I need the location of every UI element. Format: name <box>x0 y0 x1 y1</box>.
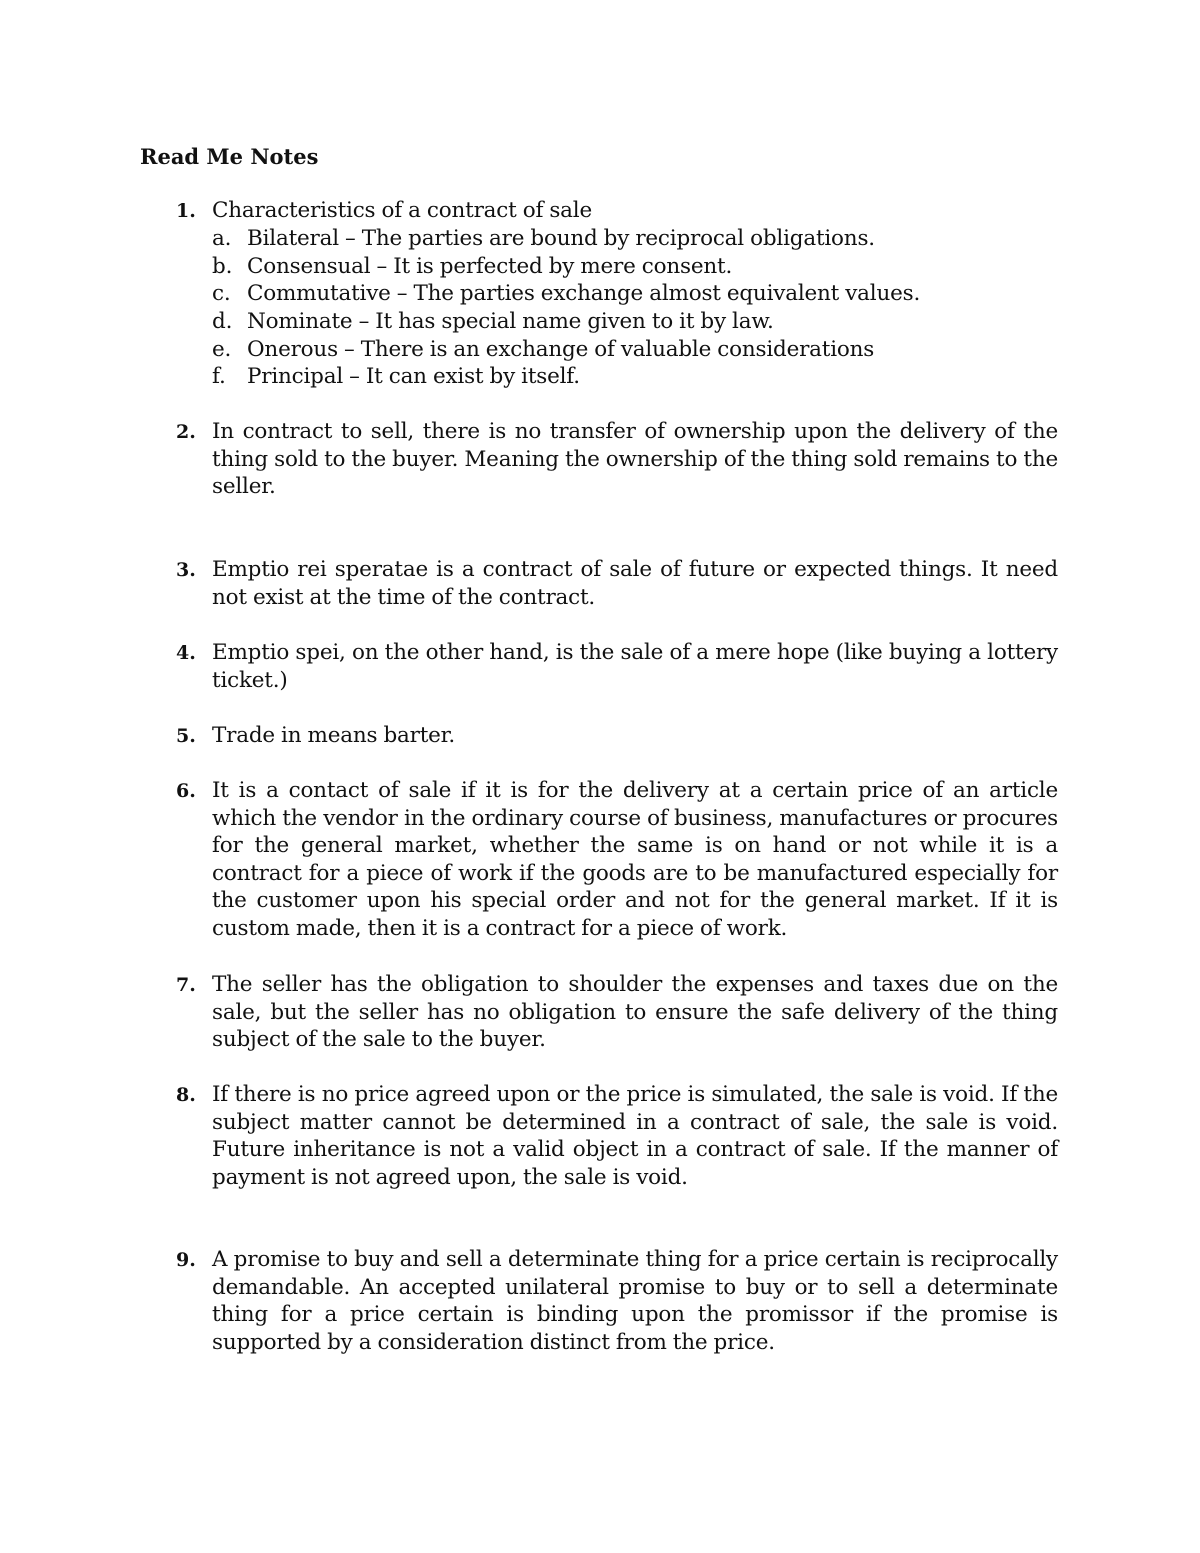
sub-item-letter: a. <box>212 226 232 251</box>
sub-item-letter: d. <box>212 309 233 334</box>
item-number: 4. <box>176 642 196 664</box>
sub-item-text: Commutative – The parties exchange almost equivalent values. <box>247 281 921 306</box>
sub-item-text: Bilateral – The parties are bound by reciprocal obligations. <box>247 226 875 251</box>
item-number: 6. <box>176 780 196 802</box>
sub-item-letter: f. <box>212 364 226 389</box>
item-text: Characteristics of a contract of sale <box>212 198 592 223</box>
sub-item-e <box>212 336 874 364</box>
item-text: Trade in means barter. <box>212 723 456 748</box>
sub-item-letter: e. <box>212 337 232 362</box>
sub-item-text: Consensual – It is perfected by mere consent. <box>247 254 733 279</box>
sub-item-text: Nominate – It has special name given to it by law. <box>247 309 774 334</box>
item-number: 3. <box>176 559 196 581</box>
item-number: 7. <box>176 974 196 996</box>
item-number: 9. <box>176 1249 196 1271</box>
item-text: It is a contact of sale if it is for the delivery at a certain price of an article which the vendor in the ordinary course of business, manufactures or procures for the general market, whether the same is on hand or not while it is a contract for a piece of work if the goods are to be manufactured especially for the customer upon his special order and not for the general market. If it is custom made, then it is a contract for a piece of work. <box>212 778 1058 941</box>
item-number: 5. <box>176 725 196 747</box>
item-text: Emptio rei speratae is a contract of sale of future or expected things. It need not exist at the time of the contract. <box>212 557 1058 610</box>
item-number: 2. <box>176 421 196 443</box>
sub-item-f <box>212 363 580 391</box>
sub-item-text: Onerous – There is an exchange of valuable considerations <box>247 337 875 362</box>
sub-item-text: Principal – It can exist by itself. <box>247 364 580 389</box>
sub-item-a <box>212 225 875 253</box>
item-text: In contract to sell, there is no transfer of ownership upon the delivery of the thing sold to the buyer. Meaning the ownership of the thing sold remains to the seller. <box>212 419 1058 500</box>
item-text: Emptio spei, on the other hand, is the sale of a mere hope (like buying a lottery ticket.) <box>212 640 1058 693</box>
item-text: If there is no price agreed upon or the price is simulated, the sale is void. If the subject matter cannot be determined in a contract of sale, the sale is void. Future inheritance is not a valid object in a contract of sale. If the manner of payment is not agreed upon, the sale is void. <box>212 1082 1058 1190</box>
sub-item-d <box>212 308 774 336</box>
item-number: 8. <box>176 1084 196 1106</box>
item-text: The seller has the obligation to shoulder the expenses and taxes due on the sale, but the seller has no obligation to ensure the safe delivery of the thing subject of the sale to the buyer. <box>212 972 1058 1053</box>
sub-item-letter: b. <box>212 254 233 279</box>
item-number: 1. <box>176 200 196 222</box>
sub-item-b <box>212 253 732 281</box>
page-title: Read Me Notes <box>140 144 319 169</box>
sub-item-letter: c. <box>212 281 231 306</box>
item-text: A promise to buy and sell a determinate thing for a price certain is reciprocally demandable. An accepted unilateral promise to buy or to sell a determinate thing for a price certain is binding upon the promissor if the promise is supported by a consideration distinct from the price. <box>212 1247 1058 1355</box>
sub-item-c <box>212 280 920 308</box>
